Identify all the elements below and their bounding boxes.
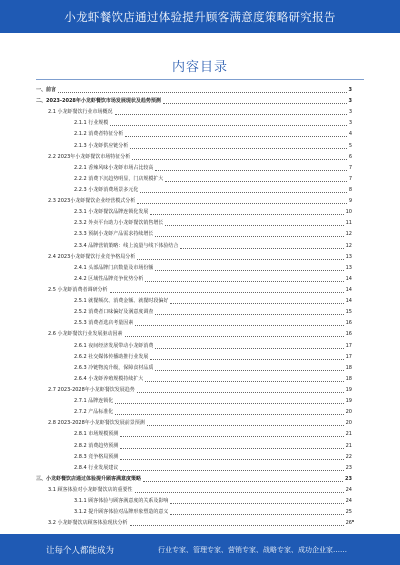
toc-leader-dots	[145, 381, 343, 382]
toc-entry-label: 2.8.2 消费趋势预测	[74, 442, 119, 449]
toc-entry[interactable]	[36, 141, 352, 152]
toc-leader-dots	[170, 303, 343, 304]
toc-entry-label: 3.1.2 提升顾客体验对品牌形象塑造的意义	[74, 509, 169, 516]
toc-entry-page: 17	[345, 353, 352, 360]
toc-entry-page: 4	[348, 131, 352, 138]
report-title: 小龙虾餐饮店通过体验提升顾客满意度策略研究报告	[64, 9, 336, 24]
toc-leader-dots	[163, 103, 347, 104]
toc-leader-dots	[125, 136, 347, 137]
toc-entry-page: 23	[345, 464, 352, 471]
toc-entry-page: 17	[345, 342, 352, 349]
toc-entry[interactable]	[36, 318, 352, 329]
toc-entry-label: 3.2 小龙虾餐饮店顾客体验现状分析	[48, 520, 128, 527]
toc-entry[interactable]	[36, 485, 352, 496]
toc-entry-label: 2.6 小龙虾餐饮行业发展驱动因素	[48, 331, 123, 338]
toc-leader-dots	[115, 414, 343, 415]
toc-entry-page: 3	[348, 98, 352, 105]
toc-leader-dots	[125, 336, 344, 337]
toc-entry-label: 二、2023-2028年小龙虾餐饮市场发展现状及趋势预测	[36, 98, 161, 105]
toc-entry[interactable]	[36, 396, 352, 407]
toc-leader-dots	[135, 492, 344, 493]
toc-entry[interactable]	[36, 118, 352, 129]
toc-entry-label: 2.2.3 小龙虾消费场景多元化	[74, 186, 139, 193]
toc-entry[interactable]	[36, 163, 352, 174]
toc-entry-label: 2.6.2 社交媒体传播助推行业发展	[74, 353, 149, 360]
toc-leader-dots	[180, 248, 343, 249]
toc-entry-page: 3	[348, 109, 352, 116]
toc-entry-page: 20	[345, 420, 352, 427]
toc-entry[interactable]	[36, 341, 352, 352]
toc-heading-rule	[36, 79, 364, 80]
toc-entry-label: 2.7.1 品牌连锁化	[74, 398, 114, 405]
toc-entry-label: 2.8.1 市场规模预测	[74, 431, 119, 438]
toc-entry-label: 2.5.2 消费者口味偏好及满意度调查	[74, 309, 154, 316]
toc-leader-dots	[135, 325, 343, 326]
toc-entry[interactable]	[36, 507, 352, 518]
toc-entry-label: 2.7.2 产品标准化	[74, 409, 114, 416]
toc-entry-page: 13	[345, 264, 352, 271]
toc-entry-page: 26	[345, 520, 352, 527]
toc-leader-dots	[155, 270, 343, 271]
page-dot	[352, 520, 354, 522]
toc-entry-label: 2.2.1 香辣风味小龙虾市场占比较高	[74, 164, 154, 171]
toc-entry-page: 12	[345, 242, 352, 249]
toc-entry-page: 9	[348, 198, 352, 205]
toc-entry[interactable]	[36, 174, 352, 185]
toc-entry[interactable]	[36, 263, 352, 274]
toc-entry-page: 19	[345, 398, 352, 405]
toc-entry-page: 11	[345, 220, 352, 227]
toc-entry-label: 2.3 2023小龙虾餐饮企业经营模式分析	[48, 198, 136, 205]
toc-entry-page: 22	[345, 453, 352, 460]
toc-entry-page: 25	[345, 509, 352, 516]
toc-entry[interactable]	[36, 107, 352, 118]
toc-leader-dots	[120, 436, 343, 437]
toc-entry-label: 2.7 2023-2028年小龙虾餐饮发展趋势	[48, 386, 135, 393]
toc-leader-dots	[170, 514, 343, 515]
toc-entry[interactable]	[36, 229, 352, 240]
toc-leader-dots	[130, 148, 347, 149]
toc-leader-dots	[155, 236, 343, 237]
toc-entry-label: 2.5.1 就餐频次、消费金额、就餐时段偏好	[74, 298, 169, 305]
toc-leader-dots	[155, 348, 343, 349]
toc-entry[interactable]	[36, 196, 352, 207]
toc-entry-page: 24	[345, 486, 352, 493]
toc-entry-label: 2.1.3 小龙虾供应链分析	[74, 142, 129, 149]
toc-entry-label: 2.3.3 预制小龙虾产品需求持续增长	[74, 231, 154, 238]
toc-leader-dots	[120, 470, 343, 471]
toc-entry-page: 5	[348, 142, 352, 149]
toc-entry-page: 15	[345, 309, 352, 316]
toc-entry-label: 2.6.3 冷链物流升级，保障食材品质	[74, 364, 154, 371]
toc-entry[interactable]	[36, 85, 352, 96]
toc-entry-page: 16	[345, 320, 352, 327]
toc-entry-label: 2.6.4 小龙虾养殖规模持续扩大	[74, 375, 144, 382]
toc-leader-dots	[165, 181, 346, 182]
toc-entry-label: 2.2 2023年小龙虾餐饮市场特征分析	[48, 153, 131, 160]
toc-leader-dots	[110, 125, 347, 126]
toc-entry-page: 8	[348, 186, 352, 193]
toc-entry-page: 7	[348, 175, 352, 182]
toc-entry[interactable]	[36, 385, 352, 396]
toc-entry[interactable]	[36, 374, 352, 385]
toc-leader-dots	[150, 359, 343, 360]
toc-entry-label: 2.4 2023小龙虾餐饮行业竞争格局分析	[48, 253, 136, 260]
footer-tagline: 行业专家、管理专家、营销专家、战略专家、成功企业家……	[158, 545, 348, 554]
toc-leader-dots	[150, 214, 343, 215]
toc-entry[interactable]	[36, 474, 352, 485]
toc-entry-page: 12	[345, 231, 352, 238]
toc-leader-dots	[140, 192, 346, 193]
toc-leader-dots	[143, 481, 343, 482]
toc-entry-page: 19	[345, 386, 352, 393]
toc-entry[interactable]	[36, 285, 352, 296]
toc-entry-label: 2.6.1 夜间经济发展带动小龙虾消费	[74, 342, 154, 349]
toc-entry[interactable]	[36, 363, 352, 374]
toc-leader-dots	[155, 314, 343, 315]
toc-entry-page: 6	[348, 153, 352, 160]
toc-leader-dots	[147, 425, 344, 426]
toc-entry-page: 7	[348, 164, 352, 171]
toc-leader-dots	[120, 448, 343, 449]
toc-entry[interactable]	[36, 274, 352, 285]
toc-entry-label: 2.8.4 行业发展建议	[74, 464, 119, 471]
toc-entry-label: 一、前言	[36, 87, 57, 93]
report-footer-bar	[0, 534, 400, 565]
toc-entry[interactable]	[36, 129, 352, 140]
toc-entry[interactable]	[36, 463, 352, 474]
toc-leader-dots	[130, 525, 344, 526]
toc-entry[interactable]	[36, 429, 352, 440]
toc-entry-label: 3.1 顾客体验对小龙虾餐饮店的重要性	[48, 486, 133, 493]
toc-entry-label: 2.8.3 竞争格局预测	[74, 453, 119, 460]
toc-entry[interactable]	[36, 252, 352, 263]
toc-entry-page: 21	[345, 442, 352, 449]
toc-entry[interactable]	[36, 352, 352, 363]
toc-entry[interactable]	[36, 96, 352, 107]
toc-entry-page: 14	[345, 286, 352, 293]
toc-entry[interactable]	[36, 407, 352, 418]
toc-entry-page: 14	[345, 298, 352, 305]
toc-leader-dots	[132, 159, 347, 160]
toc-entry-page: 18	[345, 364, 352, 371]
table-of-contents	[36, 85, 352, 529]
toc-entry-page: 24	[345, 498, 352, 505]
footer-slogan: 让每个人都能成为	[46, 545, 115, 556]
toc-entry-label: 2.5 小龙虾消费者调研分析	[48, 286, 108, 293]
toc-entry-page: 10	[345, 209, 352, 216]
toc-leader-dots	[137, 392, 344, 393]
toc-entry-label: 2.8 2023-2028年小龙虾餐饮发展前景预测	[48, 420, 145, 427]
toc-entry-label: 2.1.2 消费者特征分析	[74, 131, 124, 138]
toc-entry-page: 3	[348, 87, 352, 93]
toc-entry-page: 20	[345, 409, 352, 416]
toc-leader-dots	[155, 170, 346, 171]
toc-leader-dots	[115, 403, 343, 404]
toc-entry-label: 2.1 小龙虾餐饮行业市场概况	[48, 109, 113, 116]
toc-entry[interactable]	[36, 441, 352, 452]
toc-entry-page: 18	[345, 375, 352, 382]
toc-entry-label: 2.3.1 小龙虾餐饮品牌连锁化发展	[74, 209, 149, 216]
toc-entry-page: 16	[345, 331, 352, 338]
toc-entry-label: 2.2.2 消费下沉趋势明显，门店规模扩大	[74, 175, 164, 182]
toc-leader-dots	[120, 459, 343, 460]
toc-entry-label: 2.4.1 头部品牌门店数量及市场份额	[74, 264, 154, 271]
report-header-bar	[0, 0, 400, 33]
toc-entry[interactable]	[36, 241, 352, 252]
toc-entry-label: 2.1.1 行业规模	[74, 120, 109, 127]
toc-entry[interactable]	[36, 329, 352, 340]
toc-entry-label: 三、小龙虾餐饮店通过体验提升顾客满意度策略	[36, 475, 142, 482]
toc-entry[interactable]	[36, 185, 352, 196]
toc-entry-label: 2.5.3 消费者选店考量因素	[74, 320, 134, 327]
toc-entry[interactable]	[36, 452, 352, 463]
toc-entry[interactable]	[36, 518, 352, 529]
toc-leader-dots	[170, 503, 343, 504]
toc-leader-dots	[137, 259, 343, 260]
toc-entry-label: 2.3.4 品牌营销策略：线上流量与线下体验结合	[74, 242, 179, 249]
toc-entry-page: 21	[345, 431, 352, 438]
toc-entry[interactable]	[36, 152, 352, 163]
toc-entry-label: 2.4.2 区域性品牌竞争优势分析	[74, 275, 144, 282]
toc-entry-page: 13	[345, 253, 352, 260]
toc-leader-dots	[115, 114, 347, 115]
toc-leader-dots	[155, 370, 343, 371]
toc-entry-label: 2.3.2 外卖平台助力小龙虾餐饮销售增长	[74, 220, 164, 227]
toc-leader-dots	[145, 281, 343, 282]
toc-entry[interactable]	[36, 496, 352, 507]
toc-leader-dots	[58, 92, 347, 93]
toc-leader-dots	[110, 292, 344, 293]
toc-entry[interactable]	[36, 418, 352, 429]
toc-leader-dots	[165, 225, 343, 226]
toc-entry[interactable]	[36, 296, 352, 307]
toc-entry[interactable]	[36, 218, 352, 229]
toc-heading: 内容目录	[171, 60, 228, 75]
toc-entry-page: 14	[345, 275, 352, 282]
toc-entry[interactable]	[36, 307, 352, 318]
toc-leader-dots	[137, 203, 347, 204]
toc-entry-page: 23	[345, 475, 352, 482]
toc-entry-label: 3.1.1 顾客体验与顾客满意度的关系及影响	[74, 498, 169, 505]
toc-entry[interactable]	[36, 207, 352, 218]
toc-entry-page: 3	[348, 120, 352, 127]
